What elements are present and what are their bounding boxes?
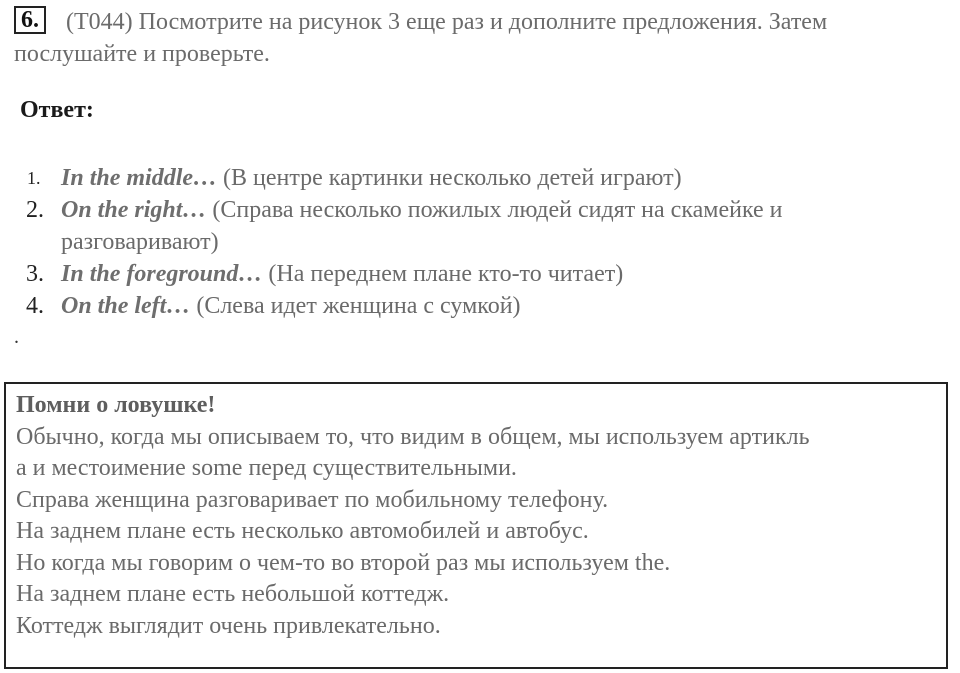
answer-item-translation: (На переднем плане кто-то читает) [262, 261, 624, 287]
answer-item [0, 194, 960, 258]
answer-item-phrase: In the foreground… [61, 261, 263, 287]
tip-line: Справа женщина разговаривает по мобильному телефону. [16, 486, 609, 513]
task-number-box: 6. [14, 6, 46, 34]
tip-line: Обычно, когда мы описываем то, что видим в общем, мы используем артикль [16, 423, 810, 450]
answer-heading: Ответ: [20, 97, 94, 123]
answer-list [0, 162, 960, 322]
answer-item-phrase: In the middle… [61, 165, 218, 191]
tip-line: На заднем плане есть несколько автомобилей и автобус. [16, 518, 589, 544]
answer-item-number: 2. [26, 197, 44, 223]
tip-title: Помни о ловушке! [16, 392, 216, 418]
task-instruction-line1: (T044) Посмотрите на рисунок 3 еще раз и дополните предложения. Затем [66, 9, 828, 35]
answer-item-translation: (Справа несколько пожилых людей сидят на скамейке и разговаривают) [61, 197, 783, 255]
answer-item-phrase: On the left… [61, 293, 191, 319]
answer-item-translation: (В центре картинки несколько детей играют) [217, 165, 682, 191]
tip-box [4, 382, 948, 669]
answer-item [0, 290, 960, 322]
tip-line: На заднем плане есть небольшой коттедж. [16, 581, 450, 607]
answer-item-number: 1. [27, 168, 41, 188]
answer-item-number: 3. [26, 261, 44, 287]
trailing-mark: . [14, 326, 19, 348]
tip-line: a и местоимение some перед существительными. [16, 455, 517, 481]
tip-line: Коттедж выглядит очень привлекательно. [16, 612, 441, 639]
answer-item-phrase: On the right… [61, 197, 207, 223]
answer-item-translation: (Слева идет женщина с сумкой) [190, 293, 521, 319]
tip-line: Но когда мы говорим о чем-то во второй раз мы используем the. [16, 549, 671, 576]
task-instruction-line2: послушайте и проверьте. [14, 41, 270, 67]
task-header [14, 6, 958, 70]
answer-item [0, 258, 960, 290]
answer-item [0, 162, 960, 194]
answer-item-number: 4. [26, 293, 44, 319]
